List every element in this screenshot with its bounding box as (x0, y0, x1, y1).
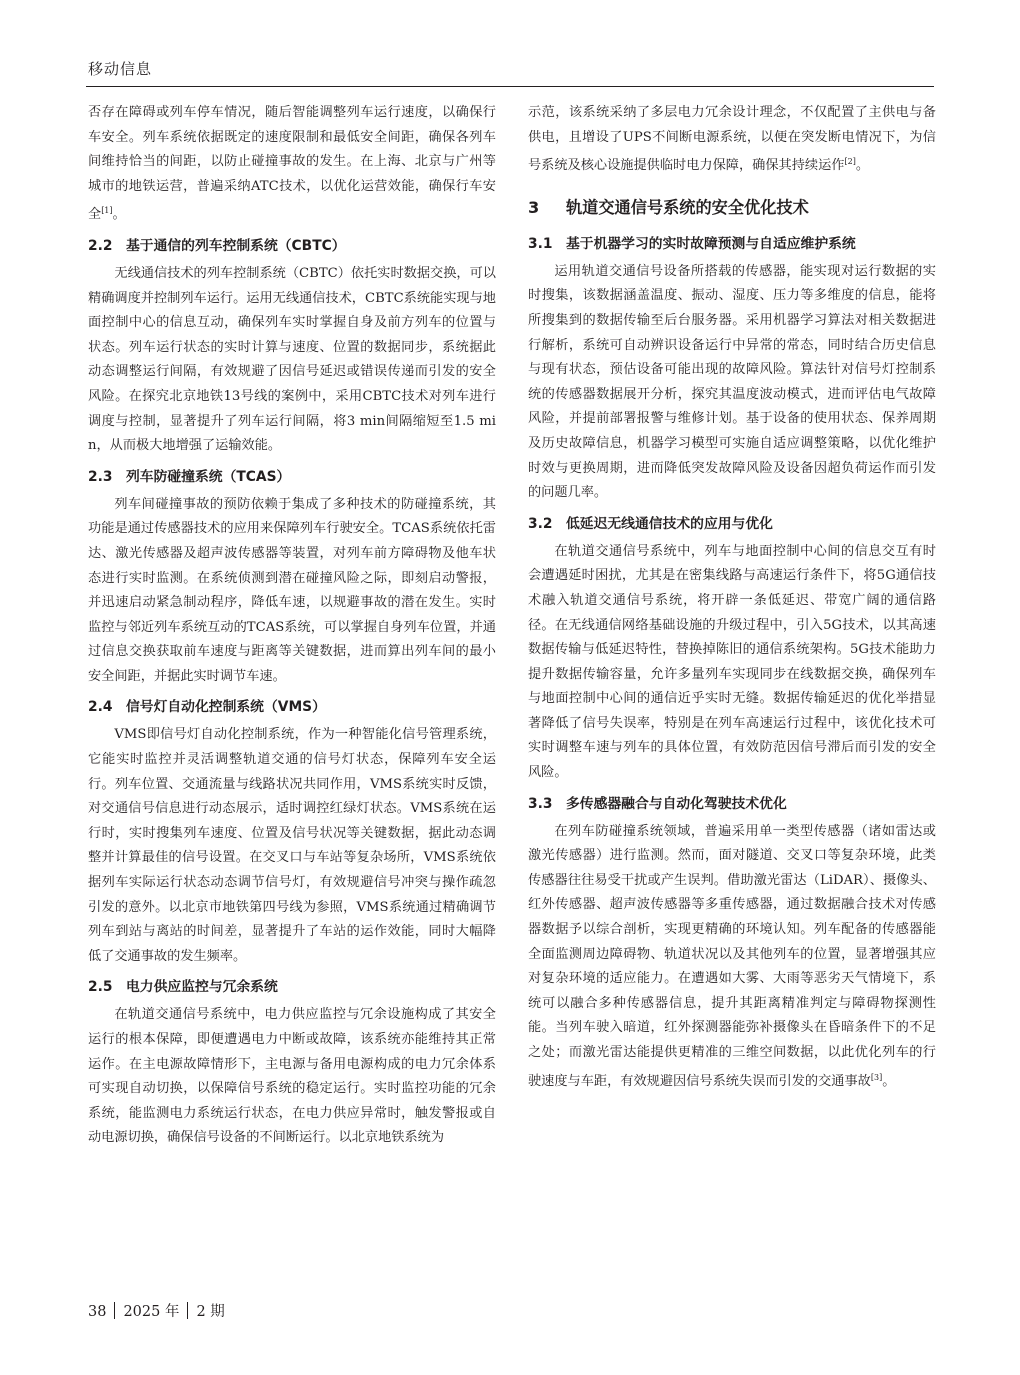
citation[interactable]: [1] (101, 206, 113, 216)
paragraph: 示范，该系统采纳了多层电力冗余设计理念，不仅配置了主供电与备供电，且增设了UPS不间断电源系统，以便在突发断电情况下，为信号系统及核心设施提供临时电力保障，确保其持续运作[2]。 (528, 105, 936, 174)
section-heading-3-1: 3.1 基于机器学习的实时故障预测与自适应维护系统 (528, 235, 856, 252)
right-column (528, 101, 936, 1094)
issue-number: 2 期 (196, 1304, 225, 1320)
paragraph: 在列车防碰撞系统领域，普遍采用单一类型传感器（诸如雷达或激光传感器）进行监测。然而，面对隧道、交叉口等复杂环境，此类传感器往往易受干扰或产生误判。借助激光雷达（LiDAR）、摄像头、红外传感器、超声波传感器等多重传感器，通过数据融合技术对传感器数据予以综合剖析，实现更精确的环境认知。列车配备的传感器能全面监测周边障碍物、轨道状况以及其他列车的位置，显著增强其应对复杂环境的适应能力。在遭遇如大雾、大雨等恶劣天气情境下，系统可以融合多种传感器信息，提升其距离精准判定与障碍物探测性能。当列车驶入暗道，红外探测器能弥补摄像头在昏暗条件下的不足之处；而激光雷达能提供更精准的三维空间数据，以此优化列车的行驶速度与车距，有效规避因信号系统失误而引发的交通事故[3]。 (528, 823, 936, 1089)
section-heading-2-3: 2.3 列车防碰撞系统（TCAS） (88, 468, 291, 485)
section-heading-3-3: 3.3 多传感器融合与自动化驾驶技术优化 (528, 795, 787, 812)
divider (114, 1302, 115, 1319)
paragraph: 运用轨道交通信号设备所搭载的传感器，能实现对运行数据的实时搜集，该数据涵盖温度、振动、湿度、压力等多维度的信息，能将所搜集到的数据传输至后台服务器。采用机器学习算法对相关数据进行解析，系统可自动辨识设备运行中异常的常态，同时结合历史信息与现有状态，预估设备可能出现的故障风险。算法针对信号灯控制系统的传感器数据展开分析，探究其温度波动模式，进而评估电气故障风险，并提前部署报警与维修计划。基于设备的使用状态、保养周期及历史故障信息，机器学习模型可实施自适应调整策略，以优化维护时效与更换周期，进而降低突发故障风险及设备因超负荷运作而引发的问题几率。 (528, 263, 936, 501)
page-number: 38 (88, 1304, 107, 1320)
section-heading-2-4: 2.4 信号灯自动化控制系统（VMS） (88, 699, 326, 716)
journal-title: 移动信息 (88, 60, 153, 78)
section-heading-2-2: 2.2 基于通信的列车控制系统（CBTC） (88, 237, 346, 254)
chapter-heading-3: 3 轨道交通信号系统的安全优化技术 (528, 197, 809, 217)
page-footer (88, 1300, 225, 1321)
header-rule (86, 86, 934, 87)
divider (187, 1302, 188, 1319)
paragraph: 否存在障碍或列车停车情况，随后智能调整列车运行速度，以确保行车安全。列车系统依据既定的速度限制和最低安全间距，确保各列车间维持恰当的间距，以防止碰撞事故的发生。在上海、北京与广州等城市的地铁运营，普遍采纳ATC技术，以优化运营效能，确保行车安全[1]。 (88, 105, 496, 223)
paragraph: 列车间碰撞事故的预防依赖于集成了多种技术的防碰撞系统，其功能是通过传感器技术的应用来保障列车行驶安全。TCAS系统依托雷达、激光传感器及超声波传感器等装置，对列车前方障碍物及他车状态进行实时监测。在系统侦测到潜在碰撞风险之际，即刻启动警报，并迅速启动紧急制动程序，降低车速，以规避事故的潜在发生。实时监控与邻近列车系统互动的TCAS系统，可以掌握自身列车位置，并通过信息交换获取前车速度与距离等关键数据，进而算出列车间的最小安全间距，并据此实时调节车速。 (88, 496, 496, 684)
section-heading-2-5: 2.5 电力供应监控与冗余系统 (88, 979, 278, 996)
issue-year: 2025 年 (123, 1304, 180, 1320)
section-heading-3-2: 3.2 低延迟无线通信技术的应用与优化 (528, 515, 773, 532)
paragraph: 在轨道交通信号系统中，列车与地面控制中心间的信息交互有时会遭遇延时困扰，尤其是在密集线路与高速运行条件下，将5G通信技术融入轨道交通信号系统，将开辟一条低延迟、带宽广阔的通信路径。在无线通信网络基础设施的升级过程中，引入5G技术，以其高速数据传输与低延迟特性，替换掉陈旧的通信系统架构。5G技术能助力提升数据传输容量，允许多量列车实现同步在线数据交换，确保列车与地面控制中心间的通信近乎实时无缝。数据传输延迟的优化举措显著降低了信号失误率，特别是在列车高速运行过程中，该优化技术可实时调整车速与列车的具体位置，有效防范因信号滞后而引发的安全风险。 (528, 543, 936, 781)
citation[interactable]: [3] (870, 1072, 883, 1082)
paragraph: 在轨道交通信号系统中，电力供应监控与冗余设施构成了其安全运行的根本保障，即便遭遇电力中断或故障，该系统亦能维持其正常运作。在主电源故障情形下，主电源与备用电源构成的电力冗余体系可实现自动切换，以保障信号系统的稳定运行。实时监控功能的冗余系统，能监测电力系统运行状态，在电力供应异常时，触发警报或自动电源切换，确保信号设备的不间断运行。以北京地铁系统为 (88, 1007, 496, 1146)
paragraph: VMS即信号灯自动化控制系统，作为一种智能化信号管理系统，它能实时监控并灵活调整轨道交通的信号灯状态，保障列车安全运行。列车位置、交通流量与线路状况共同作用，VMS系统实时反馈，对交通信号信息进行动态展示，适时调控红绿灯状态。VMS系统在运行时，实时搜集列车速度、位置及信号状况等关键数据，据此动态调整并计算最佳的信号设置。在交叉口与车站等复杂场所，VMS系统依据列车实际运行状态动态调节信号灯，有效规避信号冲突与操作疏忽引发的意外。以北京市地铁第四号线为参照，VMS系统通过精确调节列车到站与离站的时间差，显著提升了车站的运作效能，同时大幅降低了交通事故的发生频率。 (88, 727, 496, 964)
citation[interactable]: [2] (844, 157, 856, 167)
left-column (88, 101, 496, 1151)
paragraph: 无线通信技术的列车控制系统（CBTC）依托实时数据交换，可以精确调度并控制列车运行。运用无线通信技术，CBTC系统能实现与地面控制中心的信息互动，确保列车实时掌握自身及前方列车的位置与状态。列车运行状态的实时计算与速度、位置的数据同步，系统据此动态调整运行间隔，有效规避了因信号延迟或错误传递而引发的安全风险。在探究北京地铁13号线的案例中，采用CBTC技术对列车进行调度与控制，显著提升了列车运行间隔，将3 min间隔缩短至1.5 min，从而极大地增强了运输效能。 (88, 265, 496, 454)
